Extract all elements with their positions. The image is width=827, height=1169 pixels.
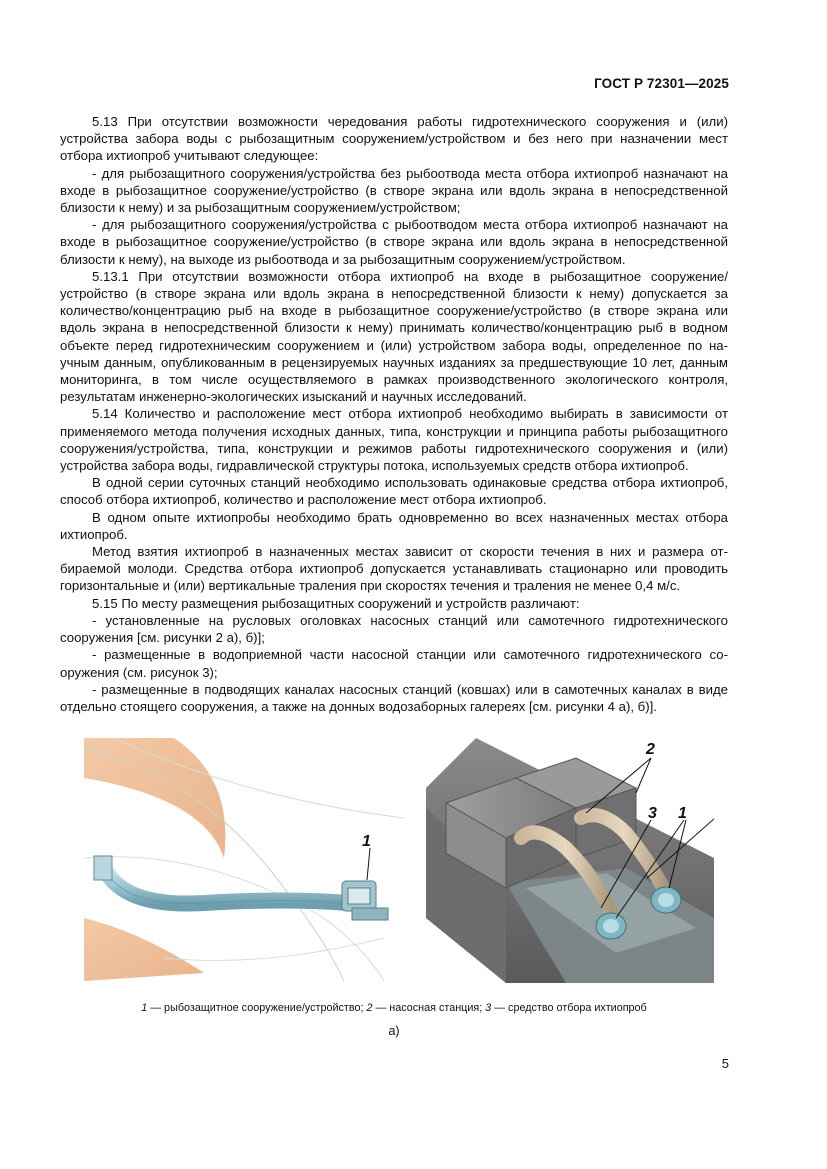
paragraph: 5.13.1 При отсутствии возможности отбора ихтиопроб на входе в рыбозащитное сооружение/ устройство (в створе экрана или вдоль экрана в непосредственной близости к нему) допускается за количество/концентрацию рыб на входе в рыбозащитное сооружение/устройство (в створе экрана или вдоль экрана в непосредственной близости к нему) принимать количество/концентрацию рыб в водном объекте перед гидротехническим сооружением и (или) устройством забора воды, определенное по научным данным, опубликованным в рецензируемых научных изданиях за предшествующие 10 лет, данным мониторинга, в том числе осуществляемого в рамках производственного экологического контроля, результатам инженерно-экологических изысканий и научных исследований. (60, 268, 728, 405)
legend-text: — рыбозащитное сооружение/устройство; (147, 1002, 367, 1014)
page-number: 5 (721, 1056, 729, 1071)
figure-2a (84, 738, 714, 983)
pump-station-illustration (426, 738, 714, 983)
document-code: ГОСТ Р 72301—2025 (594, 76, 729, 91)
paragraph: 5.14 Количество и расположение мест отбора ихтиопроб необходимо выбирать в зависимости от применяемого метода получения исходных данных, типа, конструкции и принципа работы рыбозащитного сооружения/устройства, типа, конструкции и режимов работы гидротехнического сооружения и (или) устройства забора воды, гидравлической структуры потока, используемых средств отбора ихтиопроб. (60, 406, 728, 474)
paragraph: 5.15 По месту размещения рыбозащитных сооружений и устройств различают: (92, 595, 580, 611)
paragraph: 5.13 При отсутствии возможности чередования работы гидротехнического сооружения и (или) устройства забора воды с рыбозащитным сооружением/устройством и без него при назначении мест отбора ихтиопроб учитывают следующее: (60, 114, 728, 164)
legend-text: — насосная станция; (372, 1002, 486, 1014)
legend-number: 1 (141, 1002, 148, 1014)
legend-text: — средство отбора ихтиопроб (491, 1002, 647, 1014)
callout-2: 2 (646, 741, 655, 758)
paragraph: - для рыбозащитного сооружения/устройства без рыбоотвода места отбора ихтиопроб назначают на входе в рыбозащитное сооружение/устройство (в створе экрана или вдоль экрана в непосредственной близости к нему) и за рыбозащитным сооружением/устройством; (60, 165, 728, 216)
figure-legend (60, 1002, 728, 1014)
paragraph: - установленные на русловых оголовках насосных станций или самотечного гидротехнического сооружения [см. рисунки 2 а), б)]; (60, 612, 728, 646)
paragraph: - размещенные в водоприемной части насосной станции или самотечного гидротехнического сооружения (см. рисунок 3); (60, 647, 728, 680)
callout-1-right: 1 (678, 805, 687, 822)
callout-1-left: 1 (362, 833, 371, 850)
paragraph: Метод взятия ихтиопроб в назначенных местах зависит от скорости течения в них и размера отбираемой молоди. Средства отбора ихтиопроб допускается устанавливать стационарно или проводить горизонтальные и (или) вертикальные траления при скоростях течения и траления не менее 0,4 м/с. (60, 544, 728, 594)
callout-3: 3 (648, 805, 657, 822)
paragraph: - для рыбозащитного сооружения/устройства с рыбоотводом места отбора ихтиопроб назначают на входе в рыбозащитное сооружение/устройство (в створе экрана или вдоль экрана в непосредственной близости к нему), на выходе из рыбоотвода и за рыбозащитным сооружением/устройством. (60, 217, 728, 267)
paragraph: - размещенные в подводящих каналах насосных станций (ковшах) или в самотечных каналах в виде отдельно стоящего сооружения, а также на донных водозаборных галереях [см. рисунки 4 а), б)]. (60, 681, 728, 714)
legend-number: 3 (485, 1002, 492, 1014)
intake-pipe-illustration (84, 738, 404, 981)
body-text (60, 113, 728, 715)
paragraph: В одной серии суточных станций необходимо использовать одинаковые средства отбора ихтиопроб, способ отбора ихтиопроб, количество и расположение мест отбора ихтиопроб. (60, 475, 728, 508)
paragraph: В одном опыте ихтиопробы необходимо брать одновременно во всех назначенных местах отбора ихтиопроб. (60, 509, 728, 542)
legend-number: 2 (366, 1002, 373, 1014)
figure-sublabel: а) (388, 1024, 400, 1038)
